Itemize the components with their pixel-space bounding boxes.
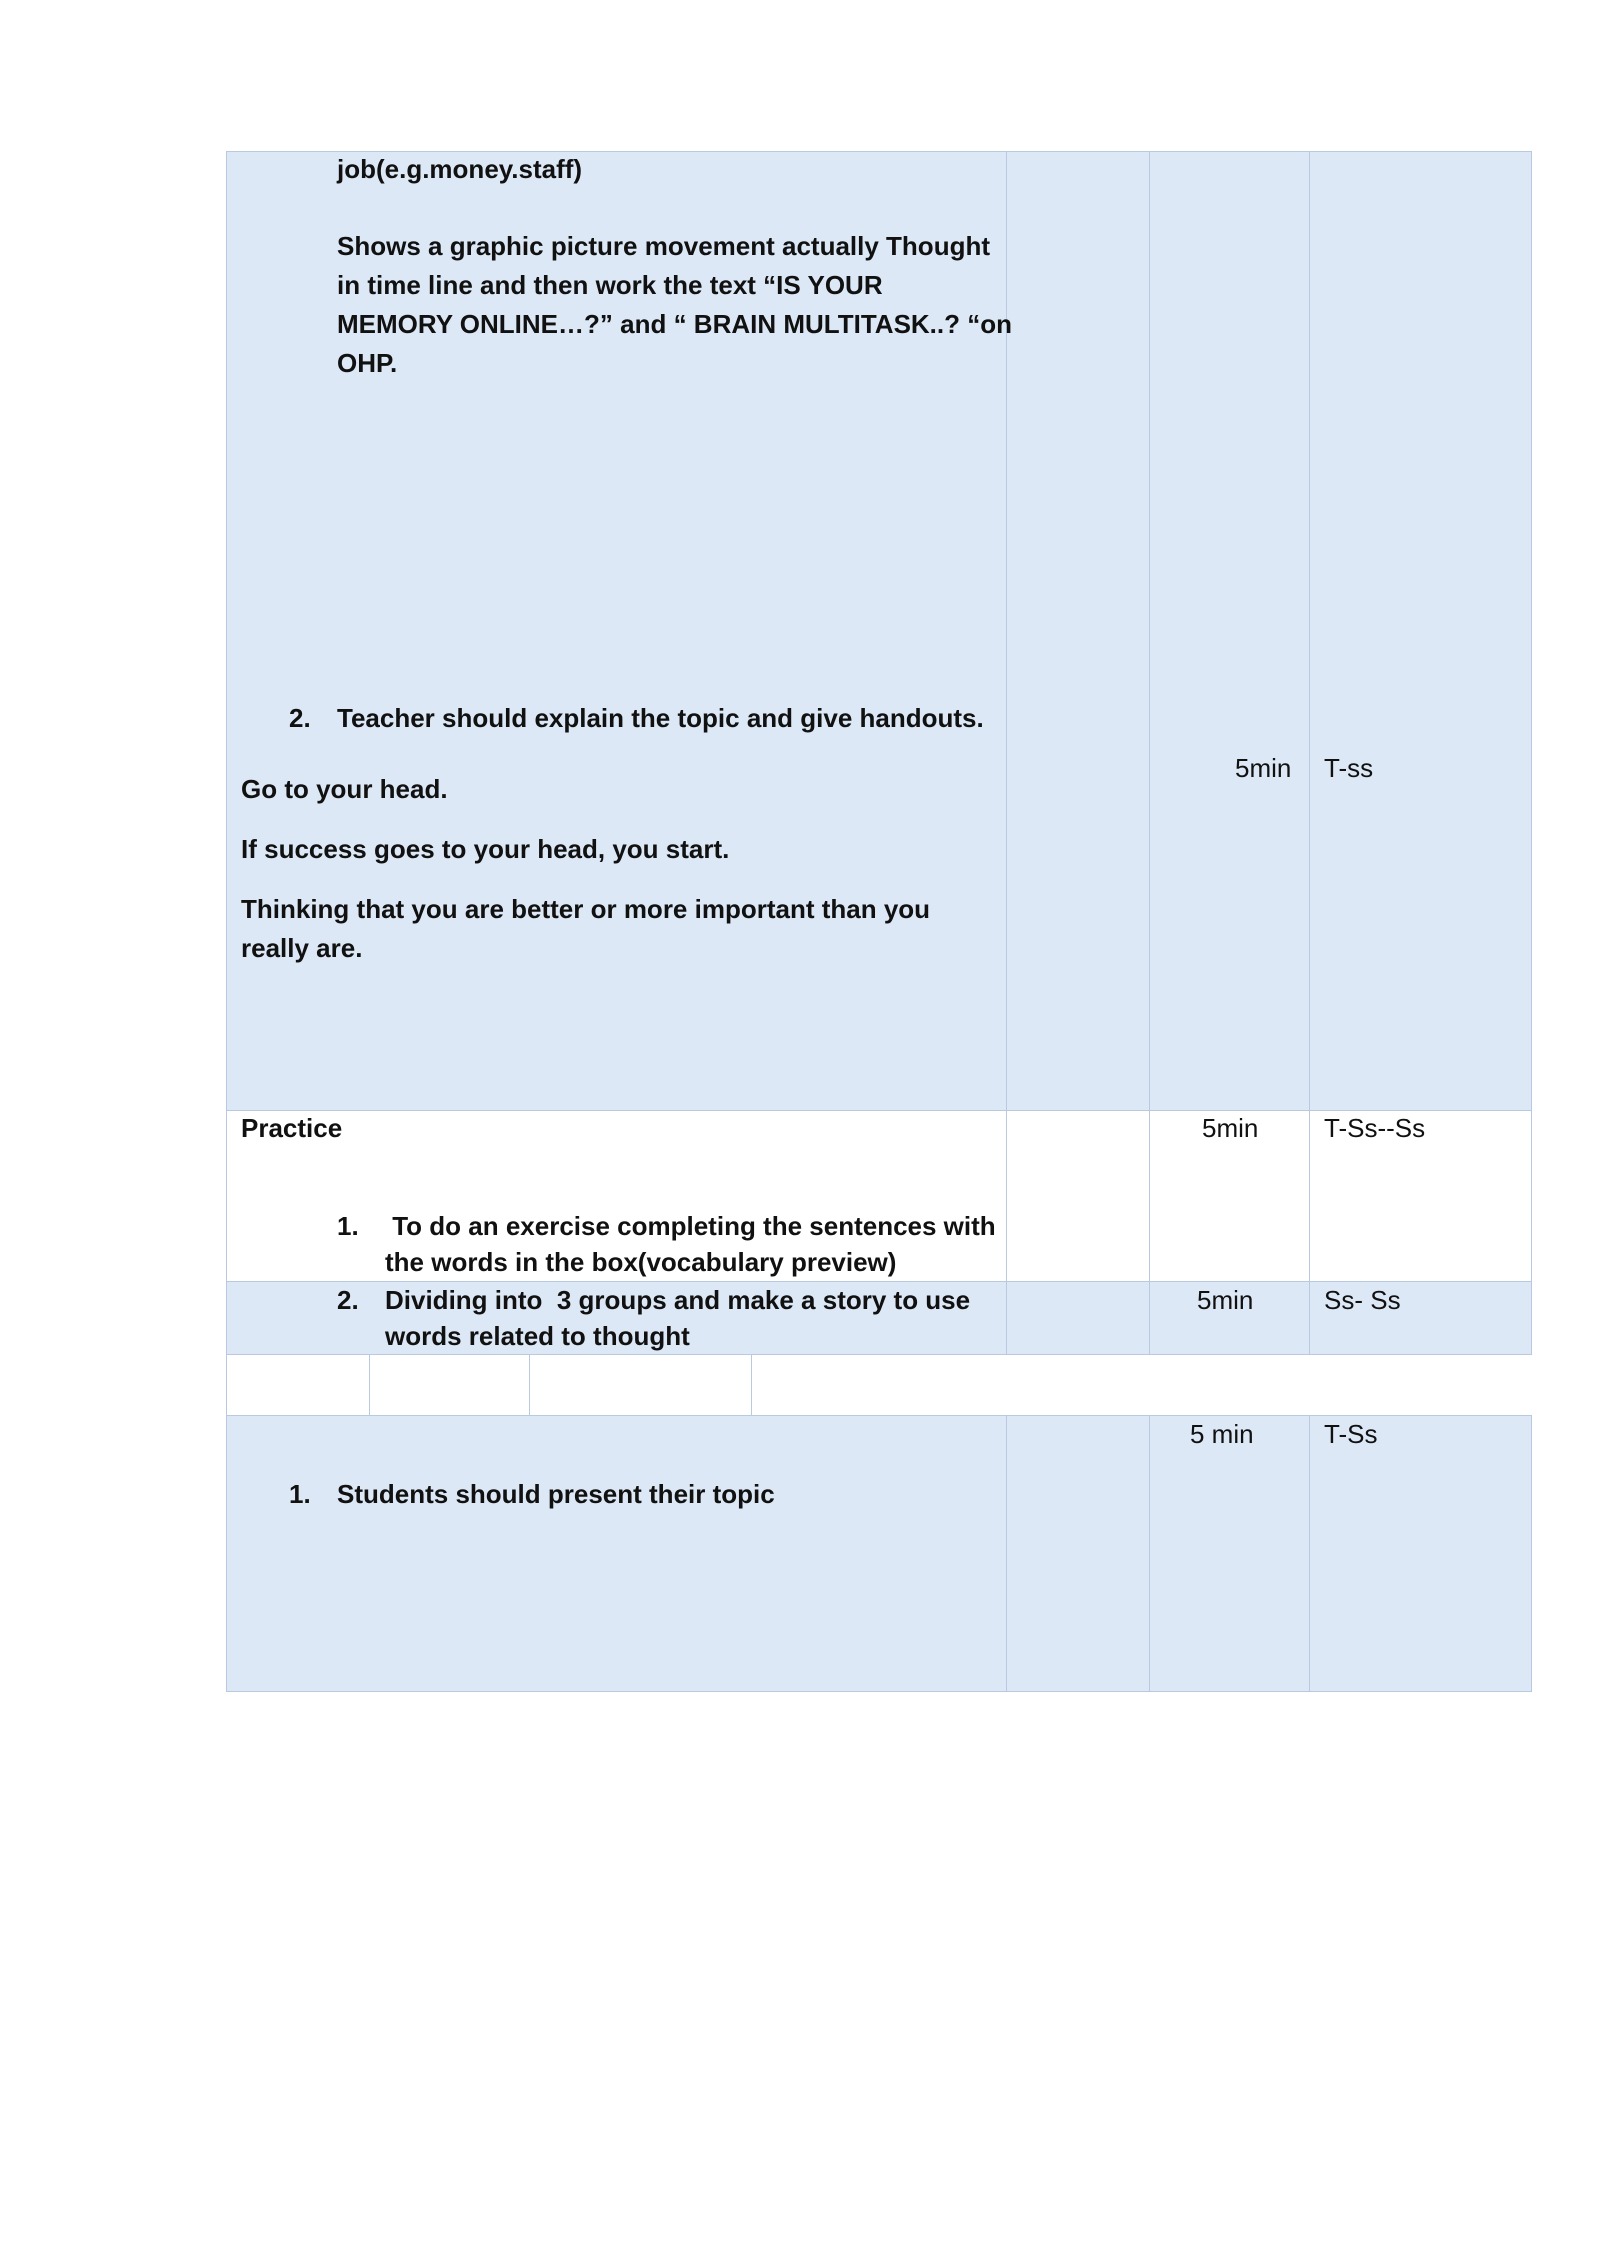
table-border-right-lower	[1531, 1415, 1532, 1691]
table-border-left	[226, 151, 227, 1691]
column-divider-2-lower	[1149, 1415, 1150, 1691]
column-divider-3-lower	[1309, 1415, 1310, 1691]
time-cell: 5min	[1235, 753, 1292, 783]
empty-row-divider-1	[369, 1354, 370, 1415]
success-line: If success goes to your head, you start.	[241, 834, 730, 864]
column-divider-1-lower	[1006, 1415, 1007, 1691]
graphic-para-line-4: OHP.	[337, 348, 398, 378]
list-number: 1.	[337, 1211, 359, 1241]
graphic-para-line-2: in time line and then work the text “IS YOUR	[337, 270, 883, 300]
exercise-item-line-2: the words in the box(vocabulary preview)	[385, 1247, 897, 1277]
list-number: 2.	[289, 703, 311, 733]
time-cell: 5min	[1202, 1113, 1259, 1143]
column-divider-2	[1149, 151, 1150, 1355]
empty-row-divider-2	[529, 1354, 530, 1415]
time-cell: 5 min	[1190, 1419, 1254, 1449]
teacher-explain-item: Teacher should explain the topic and give handouts.	[337, 703, 984, 733]
empty-row-divider-3	[751, 1354, 752, 1415]
row-present	[226, 1415, 1532, 1691]
graphic-para-line-3: MEMORY ONLINE…?” and “ BRAIN MULTITASK..? “on	[337, 309, 1012, 339]
column-divider-3	[1309, 151, 1310, 1355]
interaction-cell: Ss- Ss	[1324, 1285, 1401, 1315]
table-border-bottom	[226, 1691, 1532, 1692]
thinking-line-2: really are.	[241, 933, 363, 963]
graphic-para-line-1: Shows a graphic picture movement actually Thought	[337, 231, 990, 261]
practice-heading: Practice	[241, 1113, 343, 1143]
time-cell: 5min	[1197, 1285, 1254, 1315]
thinking-line-1: Thinking that you are better or more important than you	[241, 894, 931, 924]
exercise-item-line-1: To do an exercise completing the sentences with	[385, 1211, 996, 1241]
present-topic-item: Students should present their topic	[337, 1479, 775, 1509]
groups-item-line-1: Dividing into 3 groups and make a story to use	[385, 1285, 971, 1315]
go-to-head-line: Go to your head.	[241, 774, 448, 804]
interaction-cell: T-Ss--Ss	[1324, 1113, 1426, 1143]
interaction-cell: T-ss	[1324, 753, 1374, 783]
table-border-right	[1531, 151, 1532, 1355]
job-examples-line: job(e.g.money.staff)	[337, 154, 583, 184]
groups-item-line-2: words related to thought	[385, 1321, 690, 1351]
list-number: 2.	[337, 1285, 359, 1315]
interaction-cell: T-Ss	[1324, 1419, 1378, 1449]
row-empty	[226, 1354, 1532, 1415]
list-number: 1.	[289, 1479, 311, 1509]
